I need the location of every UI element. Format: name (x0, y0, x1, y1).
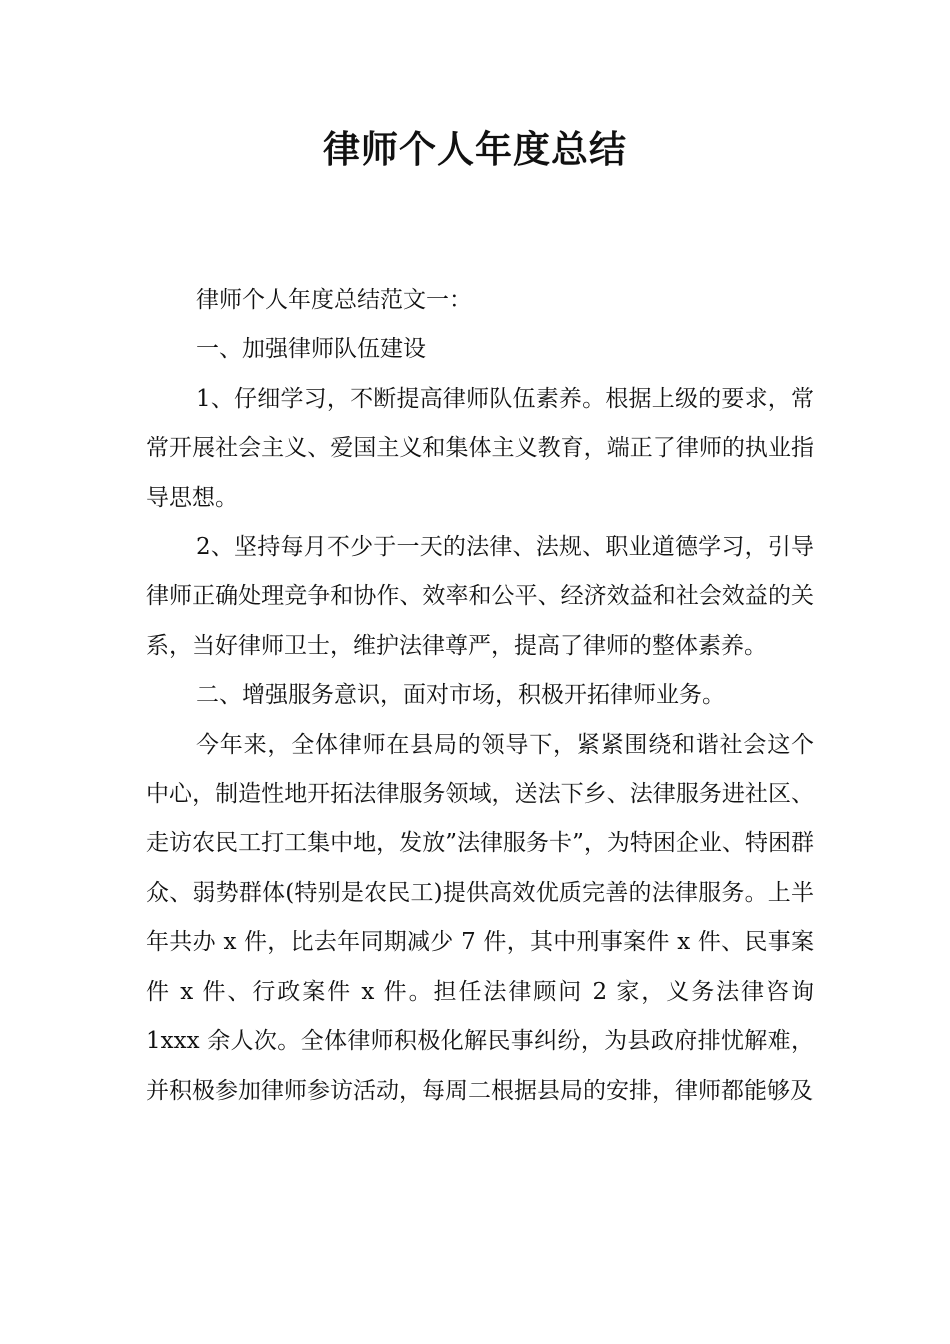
document-body (146, 276, 814, 1116)
paragraph-section-1-heading: 一、加强律师队伍建设 (196, 336, 426, 363)
paragraph-item-1: 1、仔细学习，不断提高律师队伍素养。根据上级的要求，常常开展社会主义、爱国主义和集体主义教育，端正了律师的执业指导思想。 (146, 385, 814, 511)
paragraph-intro: 律师个人年度总结范文一： (196, 287, 472, 313)
document-title: 律师个人年度总结 (323, 128, 627, 171)
paragraph-section-2-heading: 二、增强服务意识，面对市场，积极开拓律师业务。 (196, 682, 725, 709)
paragraph-section-2-body: 今年来，全体律师在县局的领导下，紧紧围绕和谐社会这个中心，制造性地开拓法律服务领域，送法下乡、法律服务进社区、走访农民工打工集中地，发放”法律服务卡”，为特困企业、特困群众、弱势群体(特别是农民工)提供高效优质完善的法律服务。上半年共办 x 件，比去年同期减少 7 件，其中刑事案件 x 件、民事案件 x 件、行政案件 x 件。担任法律顾问 2 家，义务法律咨询 1xxx 余人次。全体律师积极化解民事纠纷，为县政府排忧解难，并积极参加律师参访活动，每周二根据县局的安排，律师都能够及 (146, 731, 814, 1104)
paragraph-item-2: 2、坚持每月不少于一天的法律、法规、职业道德学习，引导律师正确处理竞争和协作、效率和公平、经济效益和社会效益的关系，当好律师卫士，维护法律尊严，提高了律师的整体素养。 (146, 534, 814, 659)
